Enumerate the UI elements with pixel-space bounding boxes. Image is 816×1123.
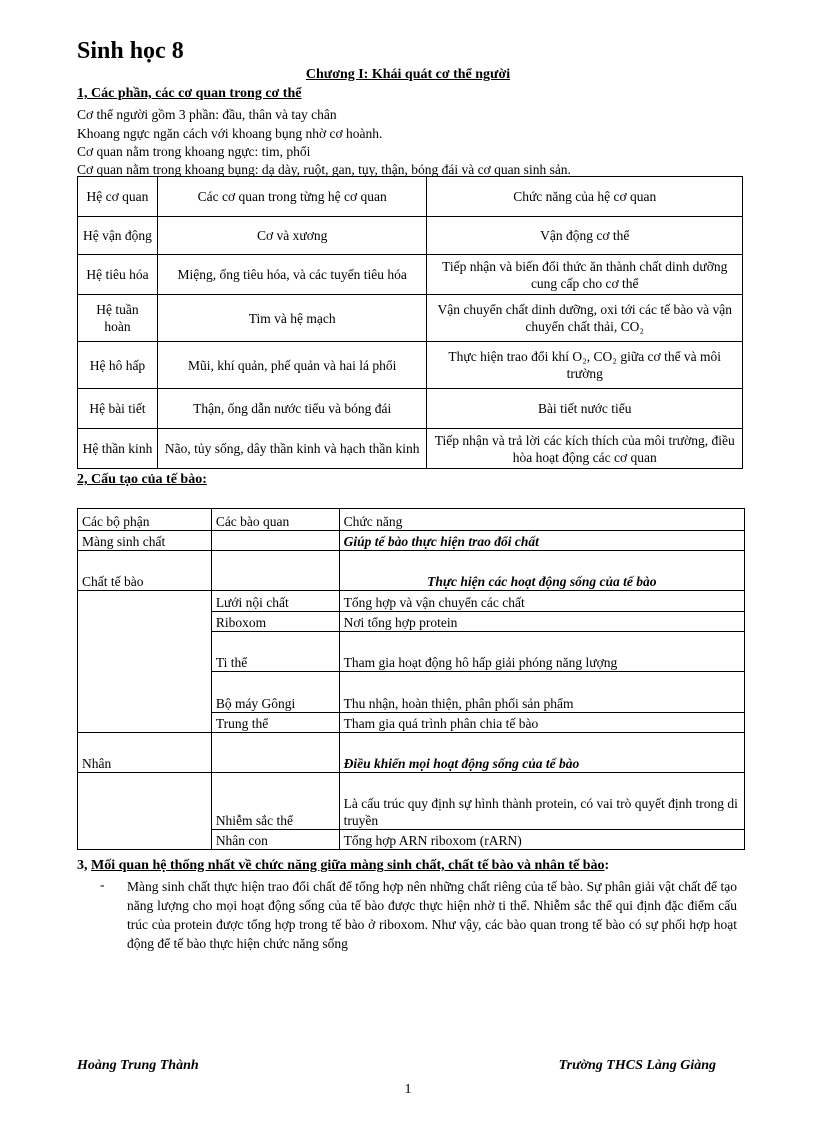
function-cell: Tổng hợp và vận chuyển các chất	[339, 591, 744, 612]
table-header-row	[78, 177, 743, 217]
function-cell: Vận chuyển chất dinh dưỡng, oxi tới các tế bào và vận chuyển chất thải, CO₂	[427, 295, 743, 342]
organs-cell: Cơ và xương	[157, 217, 427, 255]
system-cell: Hệ tiêu hóa	[78, 255, 158, 295]
function-cell: Điều khiển mọi hoạt động sống của tế bào	[339, 733, 744, 773]
organ-systems-table	[77, 176, 743, 469]
section1-line: Cơ thể người gồm 3 phần: đầu, thân và tay chân	[77, 107, 337, 122]
header-cell: Các bộ phận	[78, 509, 212, 531]
organs-cell: Miệng, ống tiêu hóa, và các tuyến tiêu hóa	[157, 255, 427, 295]
organs-cell: Mũi, khí quản, phế quản và hai lá phổi	[157, 342, 427, 389]
cell-structure-table	[77, 508, 745, 850]
section3-colon: :	[604, 858, 610, 873]
section3-number: 3,	[77, 858, 88, 873]
table-row	[78, 551, 745, 591]
function-cell: Thu nhận, hoàn thiện, phân phối sản phẩm	[339, 672, 744, 713]
page-title: Sinh học 8	[77, 38, 184, 64]
function-cell: Nơi tổng hợp protein	[339, 612, 744, 632]
table-row	[78, 342, 743, 389]
section1-line: Khoang ngực ngăn cách với khoang bụng nhờ cơ hoành.	[77, 126, 383, 141]
function-cell: Giúp tế bào thực hiện trao đổi chất	[339, 531, 744, 551]
section1-heading: 1, Các phần, các cơ quan trong cơ thể	[77, 86, 302, 101]
system-cell: Hệ tuần hoàn	[78, 295, 158, 342]
system-cell: Hệ thần kinh	[78, 429, 158, 469]
part-cell: Chất tế bào	[78, 551, 212, 591]
page-number: 1	[404, 1082, 412, 1097]
bullet-dash: -	[100, 877, 105, 892]
footer-author: Hoàng Trung Thành	[77, 1058, 199, 1073]
function-cell: Bài tiết nước tiểu	[427, 389, 743, 429]
function-cell: Tổng hợp ARN riboxom (rARN)	[339, 830, 744, 850]
header-cell: Các bào quan	[211, 509, 339, 531]
table-header-row	[78, 509, 745, 531]
table-row	[78, 429, 743, 469]
section3-paragraph: Màng sinh chất thực hiện trao đổi chất để tổng hợp nên những chất riêng của tế bào. Sự phân giải vật chất để tạo năng lượng cho mọi hoạt động sống của tế bào được thực hiện nhờ ti thể. Nhiễm sắc thể qui định đặc điểm cấu trúc của protein được tổng hợp trong tế bào ở riboxom. Như vậy, các bào quan trong tế bào có sự phối hợp hoạt động để tế bào thực hiện chức năng sống	[127, 879, 737, 951]
part-cell: Màng sinh chất	[78, 531, 212, 551]
header-cell: Hệ cơ quan	[78, 177, 158, 217]
part-cell: Nhân	[78, 733, 212, 773]
section3-heading	[77, 858, 609, 874]
table-row	[78, 733, 745, 773]
header-cell: Chức năng của hệ cơ quan	[427, 177, 743, 217]
table-row	[78, 773, 745, 830]
header-cell: Chức năng	[339, 509, 744, 531]
organelle-cell: Riboxom	[211, 612, 339, 632]
function-cell: Tham gia quá trình phân chia tế bào	[339, 713, 744, 733]
table-row	[78, 217, 743, 255]
part-cell	[78, 591, 212, 733]
function-cell: Thực hiện trao đổi khí O₂, CO₂ giữa cơ thể và môi trường	[427, 342, 743, 389]
section3-title: Mối quan hệ thống nhất về chức năng giữa màng sinh chất, chất tế bào và nhân tế bào	[91, 858, 605, 873]
footer-school: Trường THCS Làng Giàng	[558, 1058, 716, 1073]
organelle-cell	[211, 531, 339, 551]
table-row	[78, 591, 745, 612]
section2-heading: 2, Cấu tạo của tế bào:	[77, 472, 207, 487]
organelle-cell: Nhiễm sắc thể	[211, 773, 339, 830]
function-cell: Tiếp nhận và biến đổi thức ăn thành chất dinh dưỡng cung cấp cho cơ thể	[427, 255, 743, 295]
function-cell: Là cấu trúc quy định sự hình thành protein, có vai trò quyết định trong di truyền	[339, 773, 744, 830]
organs-cell: Thận, ống dẫn nước tiểu và bóng đái	[157, 389, 427, 429]
organelle-cell: Ti thể	[211, 632, 339, 672]
system-cell: Hệ vận động	[78, 217, 158, 255]
organelle-cell	[211, 733, 339, 773]
chapter-heading: Chương I: Khái quát cơ thể người	[305, 67, 511, 82]
system-cell: Hệ bài tiết	[78, 389, 158, 429]
function-cell: Vận động cơ thể	[427, 217, 743, 255]
organs-cell: Não, tủy sống, dây thần kinh và hạch thần kinh	[157, 429, 427, 469]
organelle-cell: Nhân con	[211, 830, 339, 850]
header-cell: Các cơ quan trong từng hệ cơ quan	[157, 177, 427, 217]
table-row	[78, 531, 745, 551]
table-row	[78, 389, 743, 429]
organelle-cell: Trung thể	[211, 713, 339, 733]
function-cell: Tiếp nhận và trả lời các kích thích của môi trường, điều hòa hoạt động các cơ quan	[427, 429, 743, 469]
function-cell: Tham gia hoạt động hô hấp giải phóng năng lượng	[339, 632, 744, 672]
system-cell: Hệ hô hấp	[78, 342, 158, 389]
organelle-cell	[211, 551, 339, 591]
section1-line: Cơ quan nằm trong khoang ngực: tim, phổi	[77, 144, 311, 159]
function-cell: Thực hiện các hoạt động sống của tế bào	[339, 551, 744, 591]
table-row	[78, 255, 743, 295]
table-row	[78, 295, 743, 342]
organelle-cell: Lưới nội chất	[211, 591, 339, 612]
part-cell	[78, 773, 212, 850]
organs-cell: Tim và hệ mạch	[157, 295, 427, 342]
organelle-cell: Bộ máy Gôngi	[211, 672, 339, 713]
section1-line: Cơ quan nằm trong khoang bụng: dạ dày, ruột, gan, tụy, thận, bóng đái và cơ quan sinh sản.	[77, 162, 571, 177]
